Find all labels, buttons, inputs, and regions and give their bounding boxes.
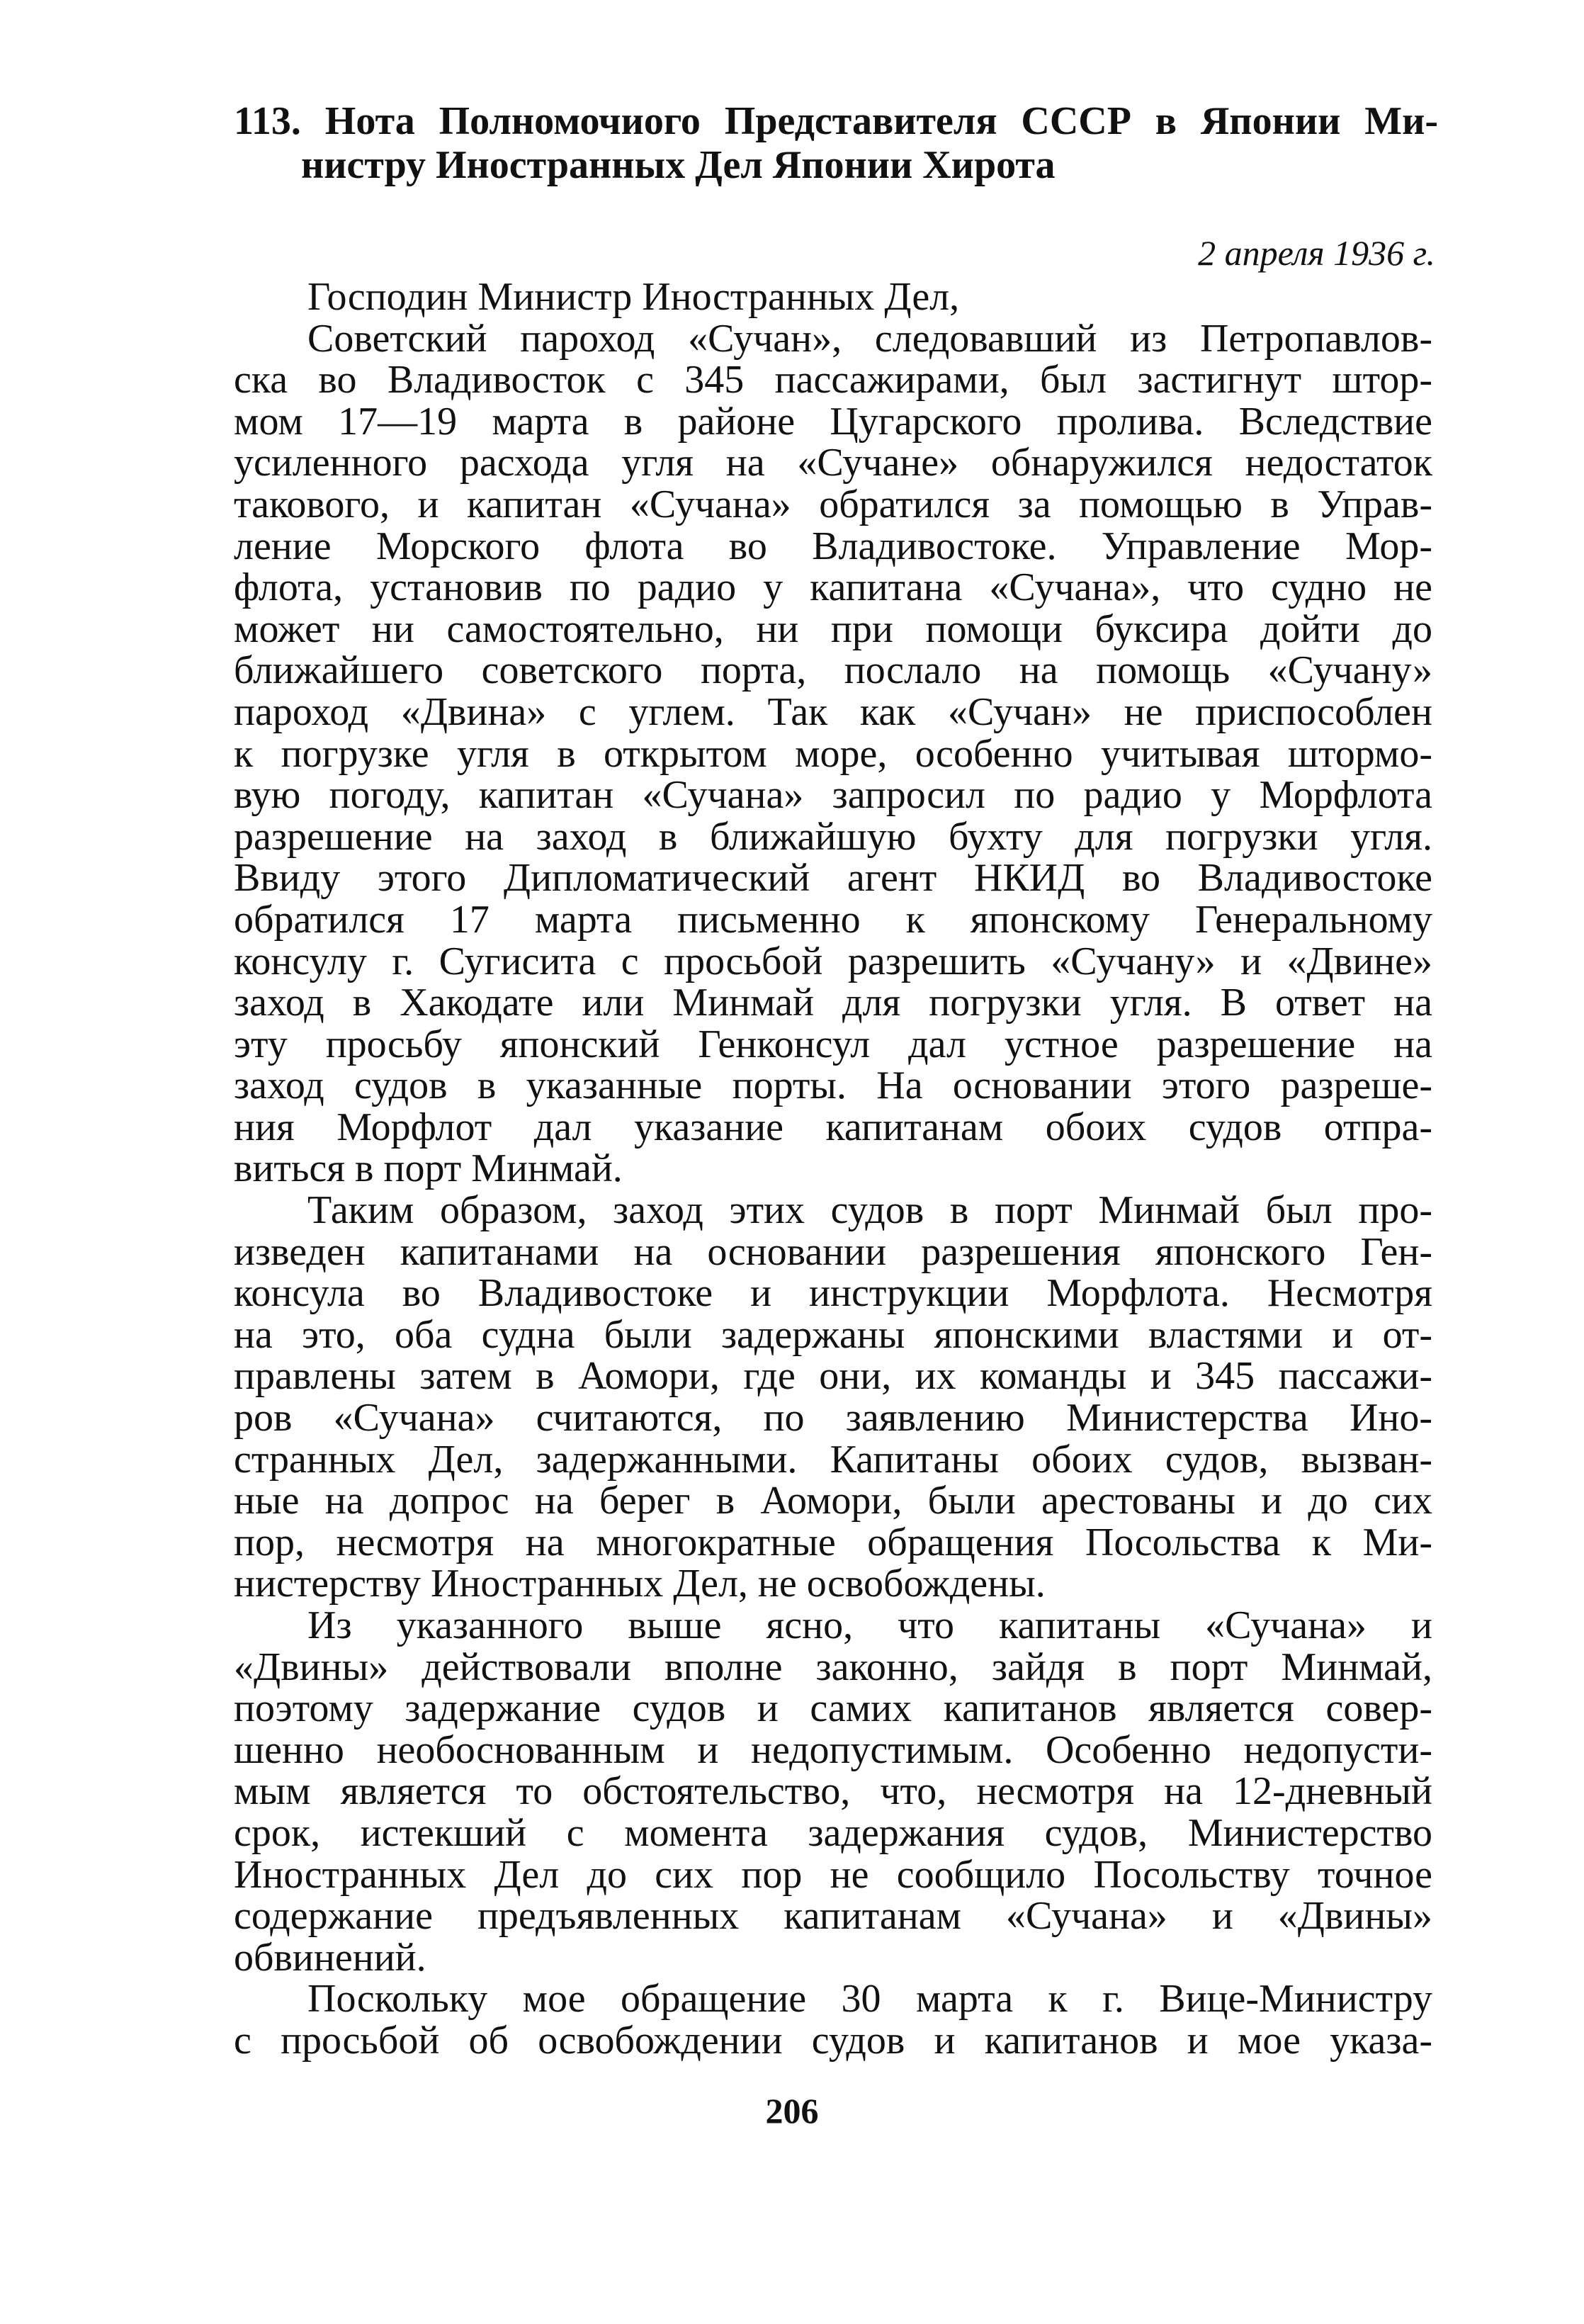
text-line: вую погоду, капитан «Сучана» запросил по радио у Морфлота (234, 773, 1432, 818)
title-line: 113. Нота Полномочиого Представителя СССР в Японии Ми- (234, 99, 1438, 143)
text-line: правлены затем в Аомори, где они, их команды и 345 пассажи- (234, 1354, 1432, 1399)
title-line: нистру Иностранных Дел Японии Хирота (301, 143, 1056, 187)
text-line: странных Дел, задержанными. Капитаны обоих судов, вызван- (234, 1437, 1432, 1482)
text-line: «Двины» действовали вполне законно, зайдя в порт Минмай, (234, 1645, 1432, 1689)
text-line: Таким образом, заход этих судов в порт Минмай был про- (307, 1188, 1432, 1233)
text-line: содержание предъявленных капитанам «Сучана» и «Двины» (234, 1894, 1432, 1939)
text-line: заход судов в указанные порты. На основании этого разреше- (234, 1064, 1432, 1108)
paragraph (234, 1190, 1432, 1605)
text-line: консулу г. Сугисита с просьбой разрешить «Сучану» и «Двине» (234, 939, 1432, 983)
text-line: ление Морского флота во Владивостоке. Управление Мор- (234, 524, 1432, 568)
text-line: Иностранных Дел до сих пор не сообщило Посольству точное (234, 1852, 1432, 1897)
text-line: эту просьбу японский Генконсул дал устное разрешение на (234, 1022, 1432, 1066)
text-line: пор, несмотря на многократные обращения Посольства к Ми- (234, 1520, 1432, 1564)
document-title (234, 99, 1438, 187)
text-line: ска во Владивосток с 345 пассажирами, был застигнут штор- (234, 358, 1432, 402)
text-line: Советский пароход «Сучан», следовавший из Петропавлов- (307, 316, 1432, 361)
paragraph (234, 1978, 1432, 2061)
text-line: срок, истекший с момента задержания судов, Министерство (234, 1810, 1432, 1855)
text-line: с просьбой об освобождении судов и капитанов и мое указа- (234, 2018, 1432, 2063)
text-line: Господин Министр Иностранных Дел, (307, 275, 960, 319)
text-line: пароход «Двина» с углем. Так как «Сучан» не приспособлен (234, 689, 1432, 734)
text-line: усиленного расхода угля на «Сучане» обнаружился недостаток (234, 441, 1432, 485)
text-line: шенно необоснованным и недопустимым. Особенно недопусти- (234, 1727, 1432, 1772)
text-line: нистерству Иностранных Дел, не освобождены. (234, 1562, 1046, 1606)
text-line: такового, и капитан «Сучана» обратился за помощью в Управ- (234, 482, 1432, 526)
page-number: 206 (765, 2091, 819, 2131)
text-line: изведен капитанами на основании разрешения японского Ген- (234, 1229, 1432, 1274)
text-line: флота, установив по радио у капитана «Сучана», что судно не (234, 565, 1432, 610)
paragraph (234, 318, 1432, 1190)
text-line: мом 17—19 марта в районе Цугарского пролива. Вследствие (234, 399, 1432, 444)
text-line: может ни самостоятельно, ни при помощи буксира дойти до (234, 607, 1432, 651)
document-date: 2 апреля 1936 г. (1198, 233, 1435, 273)
text-line: обвинений. (234, 1935, 426, 1980)
text-line: ближайшего советского порта, послало на помощь «Сучану» (234, 648, 1432, 693)
document-body (234, 276, 1432, 2062)
text-line: поэтому задержание судов и самих капитанов является совер- (234, 1686, 1432, 1731)
text-line: заход в Хакодате или Минмай для погрузки угля. В ответ на (234, 981, 1432, 1025)
paragraph (234, 1605, 1432, 1978)
text-line: на это, оба судна были задержаны японскими властями и от- (234, 1312, 1432, 1357)
text-line: ния Морфлот дал указание капитанам обоих судов отпра- (234, 1105, 1432, 1149)
text-line: к погрузке угля в открытом море, особенно учитывая штормо- (234, 731, 1432, 776)
text-line: мым является то обстоятельство, что, несмотря на 12-дневный (234, 1769, 1432, 1814)
paragraph (234, 276, 1432, 318)
text-line: разрешение на заход в ближайшую бухту для погрузки угля. (234, 814, 1432, 859)
text-line: обратился 17 марта письменно к японскому Генеральному (234, 897, 1432, 942)
text-line: виться в порт Минмай. (234, 1146, 623, 1191)
text-line: Из указанного выше ясно, что капитаны «Сучана» и (307, 1603, 1432, 1647)
text-line: ров «Сучана» считаются, по заявлению Министерства Ино- (234, 1396, 1432, 1440)
text-line: консула во Владивостоке и инструкции Морфлота. Несмотря (234, 1271, 1432, 1316)
text-line: Поскольку мое обращение 30 марта к г. Вице-Министру (307, 1977, 1432, 2021)
text-line: ные на допрос на берег в Аомори, были арестованы и до сих (234, 1479, 1432, 1523)
text-line: Ввиду этого Дипломатический агент НКИД во Владивостоке (234, 856, 1432, 901)
